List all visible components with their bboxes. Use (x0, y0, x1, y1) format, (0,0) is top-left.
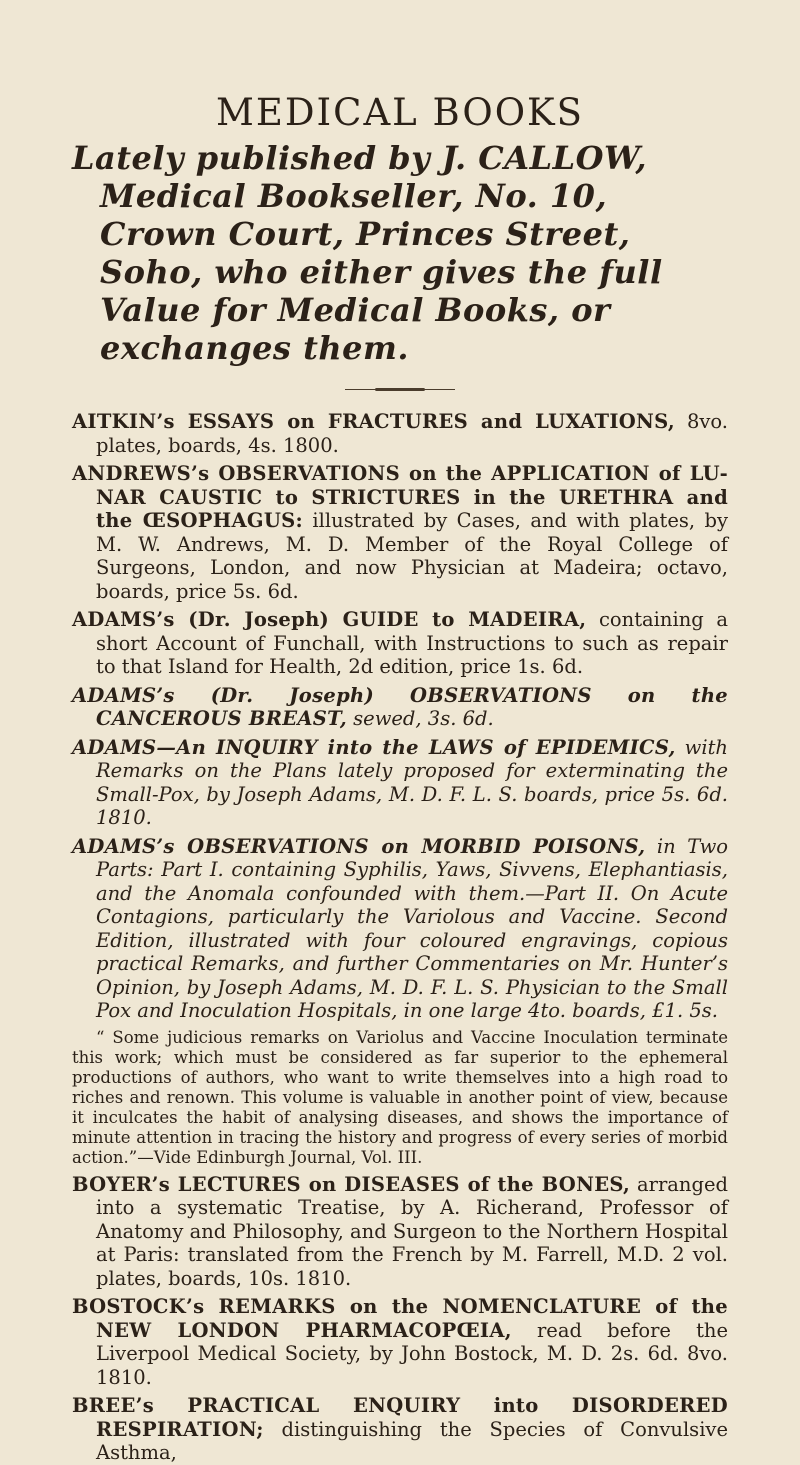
book-entry-aitkin (72, 410, 728, 457)
book-entry-boyer (72, 1173, 728, 1291)
entry-details: with Remarks on the Plans lately proposed for exterminating the Small-Pox, by Joseph Adams, M. D. F. L. S. boards, price 5s. 6d. 1810. (96, 735, 728, 829)
entry-details: illustrated by Cases, and with plates, by M. W. Andrews, M. D. Member of the Royal College of Surgeons, London, and now Physician at Madeira; octavo, boards, price 5s. 6d. (96, 509, 728, 603)
book-entry-bree (72, 1394, 728, 1465)
book-entry-andrews (72, 462, 728, 603)
book-entry-adams-cancerous (72, 684, 728, 731)
page-title: MEDICAL BOOKS (215, 91, 585, 134)
entry-heading: BOSTOCK’s REMARKS on the NOMENCLATURE of the NEW LONDON PHARMACOPŒIA, (72, 1295, 728, 1342)
entry-heading: ADAMS—An INQUIRY into the LAWS of EPIDEMICS, (72, 735, 676, 759)
entry-heading: AITKIN’s ESSAYS on FRACTURES and LUXATIONS, (72, 410, 675, 433)
entry-details: arranged into a systematic Treatise, by A. Richerand, Professor of Anatomy and Philosophy, and Surgeon to the Northern Hospital at Paris: translated from the French by M. Farrell, M.D. 2 vol. plates, boards, 10s. 1810. (96, 1172, 728, 1290)
entry-heading: BREE’s PRACTICAL ENQUIRY into DISORDERED RESPIRATION; (72, 1394, 728, 1441)
entry-heading: BOYER’s LECTURES on DISEASES of the BONES, (72, 1172, 631, 1196)
book-entry-bostock (72, 1295, 728, 1389)
entry-heading: ADAMS’s (Dr. Joseph) GUIDE to MADEIRA, (72, 608, 587, 631)
entry-details: containing a short Account of Funchall, with Instructions to such as repair to that Island for Health, 2d edition, price 1s. 6d. (96, 608, 728, 678)
review-quote: “ Some judicious remarks on Variolus and Vaccine Inoculation terminate this work; which must be considered as far superior to the ephemeral productions of authors, who want to write themselves into a high road to riches and renown. This volume is valuable in another point of view, because it inculcates the habit of analysing diseases, and shows the importance of minute attention in tracing the history and progress of every series of morbid action.”—Vide Edinburgh Journal, Vol. III. (72, 1027, 728, 1167)
publisher-intro: Lately published by J. CALLOW, Medical Bookseller, No. 10, Crown Court, Princes Street, Soho, who either gives the full Value for Medical Books, or exchanges them. (72, 139, 663, 367)
entry-details: 8vo. plates, boards, 4s. 1800. (96, 410, 729, 457)
entry-heading: ADAMS’s (Dr. Joseph) OBSERVATIONS on the CANCEROUS BREAST, (72, 683, 728, 730)
entry-details: read before the Liverpool Medical Society, by John Bostock, M. D. 2s. 6d. 8vo. 1810. (96, 1318, 728, 1389)
book-entry-adams-epidemics (72, 736, 728, 830)
entry-details: sewed, 3s. 6d. (346, 707, 494, 730)
entry-heading: ANDREWS’s OBSERVATIONS on the APPLICATION of LU-NAR CAUSTIC to STRICTURES in the URETHRA and the ŒSOPHAGUS: (72, 462, 728, 532)
entry-details: in Two Parts: Part I. containing Syphilis, Yaws, Sivvens, Elephantiasis, and the Anomala confounded with them.—Part II. On Acute Contagions, particularly the Variolous and Vaccine. Second Edition, illustrated with four coloured engravings, copious practical Remarks, and further Commentaries on Mr. Hunter’s Opinion, by Joseph Adams, M. D. F. L. S. Physician to the Small Pox and Inoculation Hospitals, in one large 4to. boards, £1. 5s. (96, 834, 728, 1022)
book-entry-adams-guide (72, 608, 728, 679)
ornamental-divider (345, 387, 455, 392)
book-entry-adams-poisons (72, 835, 728, 1023)
book-list (72, 410, 728, 1465)
entry-details: distinguishing the Species of Convulsive Asthma, (96, 1417, 728, 1464)
entry-heading: ADAMS’s OBSERVATIONS on MORBID POISONS, (72, 834, 646, 858)
